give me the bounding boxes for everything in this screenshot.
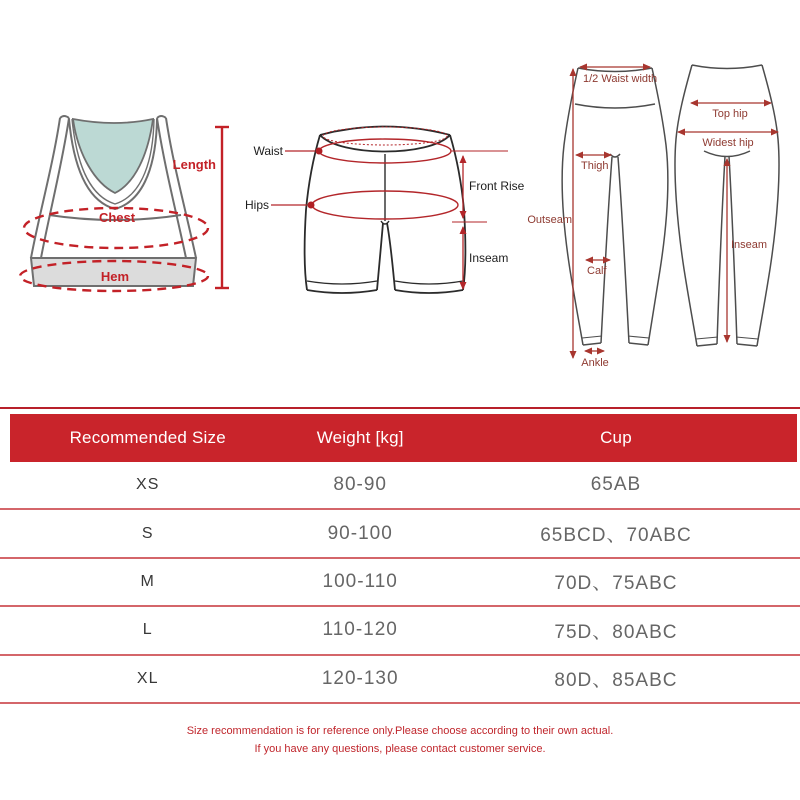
leggings-inseam-label: Inseam xyxy=(731,239,768,251)
bra-length-label: Length xyxy=(172,157,216,172)
size-value: XL xyxy=(136,669,159,687)
table-top-rule xyxy=(0,407,800,409)
shorts-inseam-label: Inseam xyxy=(469,251,509,265)
outseam-label: Outseam xyxy=(527,214,572,226)
leggings-measurement-diagram xyxy=(525,55,795,375)
weight-value: 100-110 xyxy=(322,570,398,592)
weight-value: 110-120 xyxy=(322,619,398,641)
top-hip-label: Top hip xyxy=(712,108,748,120)
cup-value: 65AB xyxy=(590,474,642,496)
size-value: M xyxy=(140,572,155,590)
cup-value: 75D、80ABC xyxy=(554,621,678,643)
cup-value: 70D、75ABC xyxy=(554,573,678,595)
weight-value: 120-130 xyxy=(321,667,399,689)
table-row xyxy=(0,607,800,655)
table-row xyxy=(0,510,800,558)
size-note xyxy=(0,724,800,757)
header-cup: Cup xyxy=(600,428,632,447)
widest-hip-label: Widest hip xyxy=(702,137,754,149)
half-waist-width-label: 1/2 Waist width xyxy=(583,73,658,85)
cup-value: 65BCD、70ABC xyxy=(540,525,692,547)
cup-value: 80D、85ABC xyxy=(554,670,678,692)
table-header-row xyxy=(10,414,797,462)
size-note-line1: Size recommendation is for reference only.Please choose according to their own actual. xyxy=(186,725,614,737)
ankle-label: Ankle xyxy=(581,357,609,369)
size-value: L xyxy=(142,621,153,639)
header-recommended-size: Recommended Size xyxy=(69,428,226,447)
table-body xyxy=(0,462,800,704)
bra-chest-label: Chest xyxy=(98,210,136,225)
thigh-label: Thigh xyxy=(581,160,609,172)
size-chart-table xyxy=(0,407,800,704)
size-value: XS xyxy=(136,476,160,494)
table-row xyxy=(0,656,800,704)
shorts-outline xyxy=(305,127,466,294)
hips-pointer-dot xyxy=(308,202,315,209)
bra-hem-label: Hem xyxy=(100,269,130,284)
size-note-line2: If you have any questions, please contact customer service. xyxy=(254,743,546,755)
table-row xyxy=(0,462,800,510)
calf-label: Calf xyxy=(587,265,607,277)
table-row xyxy=(0,559,800,607)
shorts-waist-label: Waist xyxy=(253,144,283,158)
waist-pointer-dot xyxy=(316,148,323,155)
shorts-hips-label: Hips xyxy=(244,198,269,212)
weight-value: 80-90 xyxy=(333,474,387,496)
leggings-front-outline xyxy=(562,68,668,345)
size-value: S xyxy=(141,524,154,542)
shorts-front-rise-label: Front Rise xyxy=(469,179,525,193)
weight-value: 90-100 xyxy=(327,522,393,544)
bra-measurement-diagram xyxy=(15,105,245,300)
header-weight: Weight [kg] xyxy=(316,428,404,447)
shorts-measurement-diagram xyxy=(245,110,530,310)
